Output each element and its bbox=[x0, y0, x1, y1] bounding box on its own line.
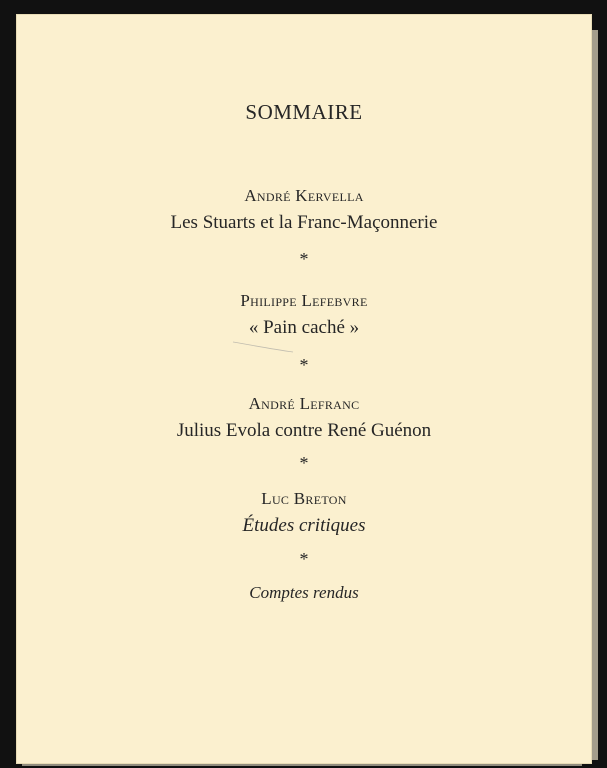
toc-entry-2 bbox=[16, 291, 592, 339]
separator-asterisk: * bbox=[299, 453, 309, 473]
separator-asterisk: * bbox=[299, 549, 309, 569]
toc-work-title: Les Stuarts et la Franc-Maçonnerie bbox=[170, 212, 438, 233]
toc-entry-3 bbox=[16, 394, 592, 442]
toc-entry-closing bbox=[16, 583, 592, 603]
toc-work-title: « Pain caché » bbox=[248, 317, 360, 338]
toc-author: Luc Breton bbox=[261, 489, 347, 508]
toc-work-title: Études critiques bbox=[242, 515, 366, 536]
toc-author: André Kervella bbox=[244, 186, 364, 205]
toc-entry-4 bbox=[16, 489, 592, 537]
toc-closing-label: Comptes rendus bbox=[249, 583, 359, 602]
toc-author: André Lefranc bbox=[248, 394, 360, 413]
table-of-contents-page bbox=[16, 14, 592, 764]
page-title: SOMMAIRE bbox=[245, 100, 363, 124]
page-edge-right bbox=[592, 30, 598, 760]
separator-asterisk: * bbox=[299, 355, 309, 375]
separator-asterisk: * bbox=[299, 249, 309, 269]
pencil-mark bbox=[231, 340, 295, 354]
toc-entry-1 bbox=[16, 186, 592, 234]
toc-work-title: Julius Evola contre René Guénon bbox=[176, 420, 432, 441]
toc-author: Philippe Lefebvre bbox=[240, 291, 368, 310]
